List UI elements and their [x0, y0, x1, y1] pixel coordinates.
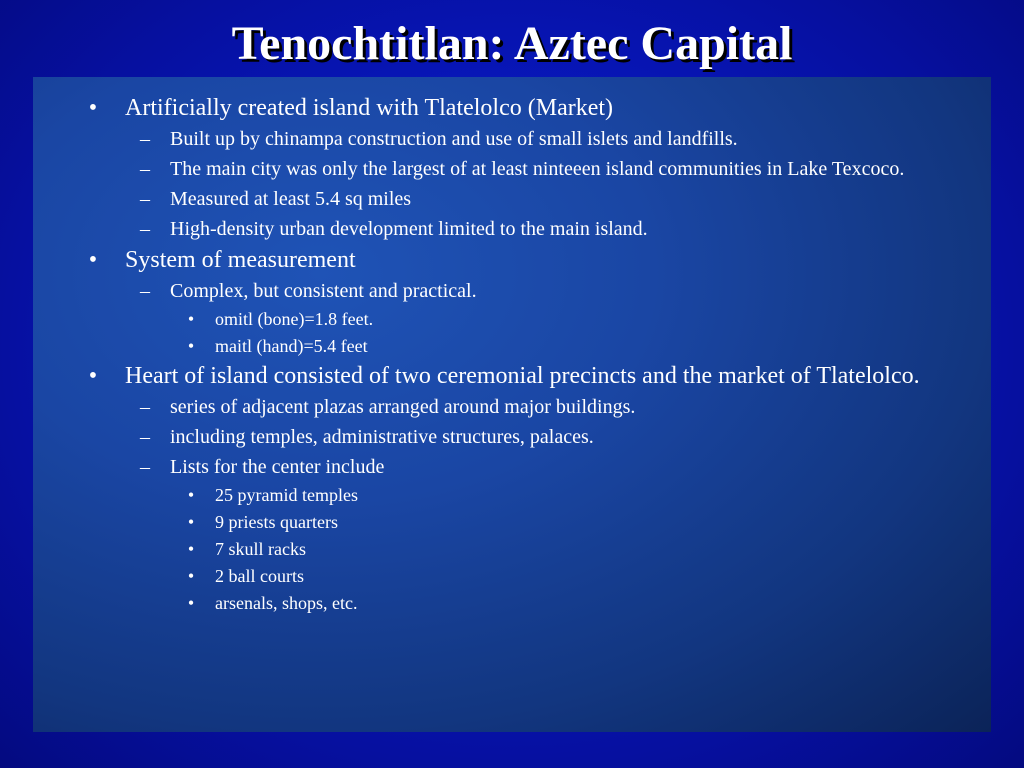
sub-bullet-item — [33, 425, 991, 449]
sub-sub-bullet-text: 7 skull racks — [215, 539, 306, 559]
sub-sub-bullet-item — [33, 309, 991, 330]
bullet-marker: • — [88, 95, 98, 121]
dash-marker: – — [140, 456, 150, 478]
sub-bullet-item — [33, 455, 991, 479]
sub-bullet-item — [33, 127, 991, 151]
bullet-text: System of measurement — [125, 247, 356, 273]
dash-marker: – — [140, 218, 150, 240]
sub-sub-bullet-text: omitl (bone)=1.8 feet. — [215, 309, 374, 329]
sub-sub-bullet-text: 25 pyramid temples — [215, 485, 358, 505]
bullet-marker: • — [187, 512, 195, 532]
slide-title: Tenochtitlan: Aztec Capital — [231, 17, 793, 70]
bullet-marker: • — [187, 593, 195, 613]
dash-marker: – — [140, 396, 150, 418]
sub-bullet-text: Measured at least 5.4 sq miles — [170, 188, 412, 210]
dash-marker: – — [140, 188, 150, 210]
bullet-marker: • — [187, 336, 195, 356]
sub-bullet-item — [33, 187, 991, 211]
dash-marker: – — [140, 280, 150, 302]
sub-bullet-text: Complex, but consistent and practical. — [170, 280, 477, 302]
bullet-item — [33, 95, 991, 122]
sub-bullet-item — [33, 279, 991, 303]
sub-bullet-text: High-density urban development limited to the main island. — [170, 218, 648, 240]
dash-marker: – — [140, 426, 150, 448]
sub-sub-bullet-text: arsenals, shops, etc. — [215, 593, 358, 613]
sub-bullet-text: Lists for the center include — [170, 456, 385, 478]
sub-bullet-text: series of adjacent plazas arranged around major buildings. — [170, 396, 636, 418]
sub-bullet-text: The main city was only the largest of at least ninteeen island communities in Lake Texcoco. — [170, 158, 905, 180]
sub-sub-bullet-text: 9 priests quarters — [215, 512, 338, 532]
bullet-marker: • — [187, 309, 195, 329]
bullet-list — [33, 95, 991, 620]
sub-bullet-item — [33, 395, 991, 419]
dash-marker: – — [140, 128, 150, 150]
sub-bullet-text: Built up by chinampa construction and use of small islets and landfills. — [170, 128, 738, 150]
sub-sub-bullet-text: maitl (hand)=5.4 feet — [215, 336, 368, 356]
sub-sub-bullet-item — [33, 539, 991, 560]
sub-sub-bullet-item — [33, 593, 991, 614]
bullet-marker: • — [187, 539, 195, 559]
sub-sub-bullet-text: 2 ball courts — [215, 566, 304, 586]
bullet-marker: • — [187, 566, 195, 586]
sub-sub-bullet-item — [33, 566, 991, 587]
sub-bullet-text: including temples, administrative structures, palaces. — [170, 426, 594, 448]
sub-sub-bullet-item — [33, 512, 991, 533]
bullet-text: Heart of island consisted of two ceremonial precincts and the market of Tlatelolco. — [125, 363, 920, 389]
bullet-marker: • — [187, 485, 195, 505]
dash-marker: – — [140, 158, 150, 180]
sub-bullet-item — [33, 217, 991, 241]
bullet-marker: • — [88, 247, 98, 273]
sub-bullet-item — [33, 157, 991, 181]
content-panel — [33, 77, 991, 732]
bullet-marker: • — [88, 363, 98, 389]
sub-sub-bullet-item — [33, 336, 991, 357]
bullet-item — [33, 363, 991, 390]
bullet-item — [33, 247, 991, 274]
bullet-text: Artificially created island with Tlatelolco (Market) — [125, 95, 614, 121]
sub-sub-bullet-item — [33, 485, 991, 506]
